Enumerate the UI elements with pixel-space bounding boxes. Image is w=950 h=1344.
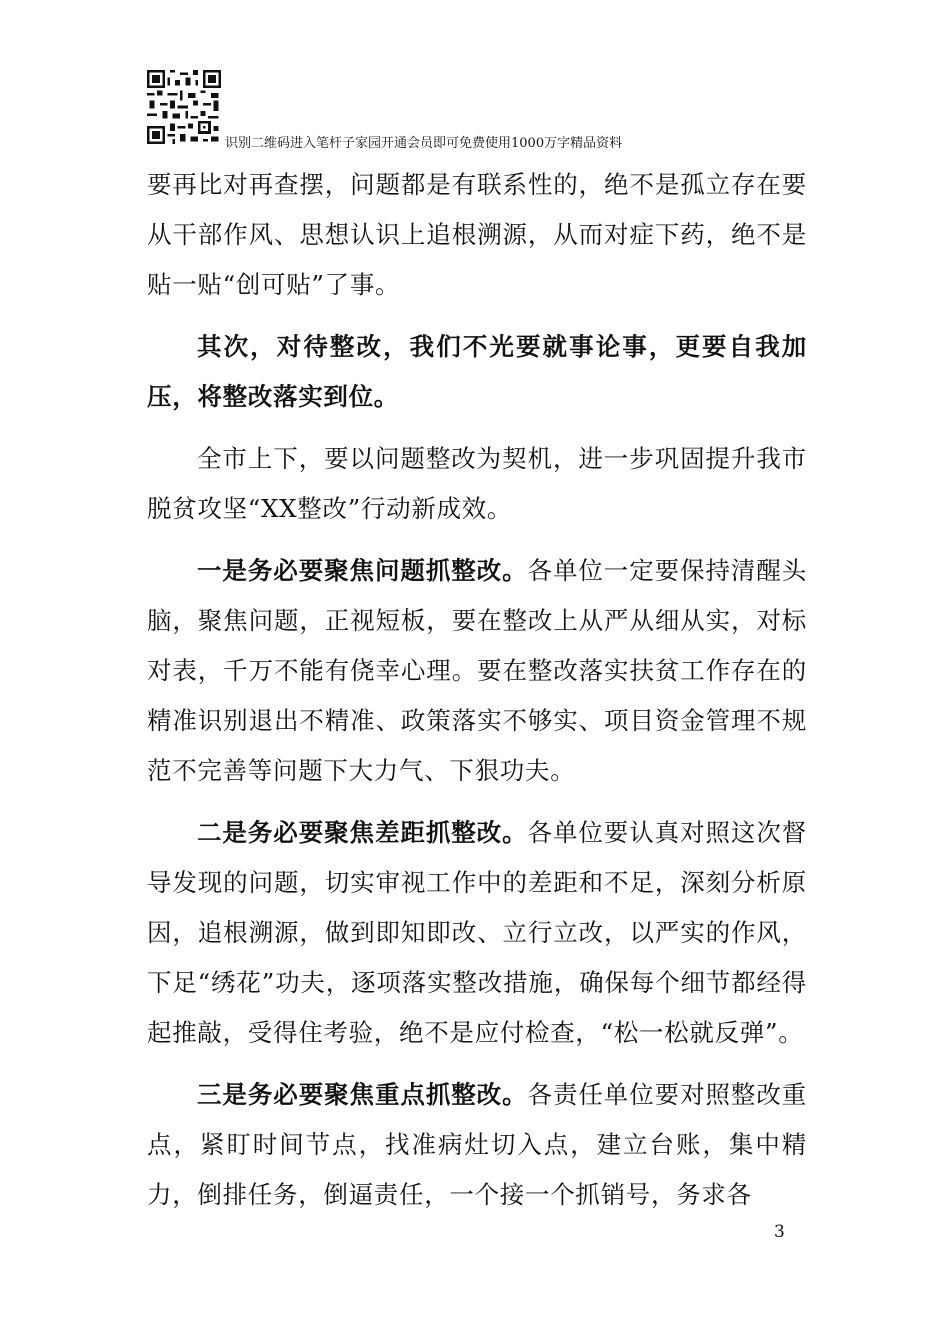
paragraph-text: 要再比对再查摆，问题都是有联系性的，绝不是孤立存在要从干部作风、思想认识上追根溯源，从而对症下药，绝不是贴一贴“创可贴”了事。 [147,170,807,299]
paragraph-text: 各单位要认真对照这次督导发现的问题，切实审视工作中的差距和不足，深刻分析原因，追根溯源，做到即知即改、立行立改，以严实的作风，下足“绣花”功夫，逐项落实整改措施，确保每个细节都经得起推敲，受得住考验，绝不是应付检查，“松一松就反弹”。 [147,818,807,1047]
paragraph-5 [147,808,807,1058]
paragraph-lead: 二是务必要聚焦差距抓整改。 [197,818,528,847]
paragraph-text: 其次，对待整改，我们不光要就事论事，更要自我加压，将整改落实到位。 [147,332,807,411]
paragraph-2-heading [147,322,807,422]
paragraph-3 [147,434,807,534]
qr-code [147,70,221,144]
paragraph-lead: 三是务必要聚焦重点抓整改。 [197,1080,528,1109]
paragraph-lead: 一是务必要聚焦问题抓整改。 [197,556,528,585]
qr-promo-caption: 识别二维码进入笔杆子家园开通会员即可免费使用1000万字精品资料 [225,136,623,151]
page-number: 3 [774,1222,785,1242]
document-body [147,160,807,1220]
paragraph-6 [147,1070,807,1220]
paragraph-text: 全市上下，要以问题整改为契机，进一步巩固提升我市脱贫攻坚“XX整改”行动新成效。 [147,444,807,523]
paragraph-text: 各责任单位要对照整改重点，紧盯时间节点，找准病灶切入点，建立台账，集中精力，倒排任务，倒逼责任，一个接一个抓销号，务求各 [147,1080,807,1209]
paragraph-4 [147,546,807,796]
paragraph-text: 各单位一定要保持清醒头脑，聚焦问题，正视短板，要在整改上从严从细从实，对标对表，千万不能有侥幸心理。要在整改落实扶贫工作存在的精准识别退出不精准、政策落实不够实、项目资金管理不规范不完善等问题下大力气、下狠功夫。 [147,556,807,785]
paragraph-1 [147,160,807,310]
